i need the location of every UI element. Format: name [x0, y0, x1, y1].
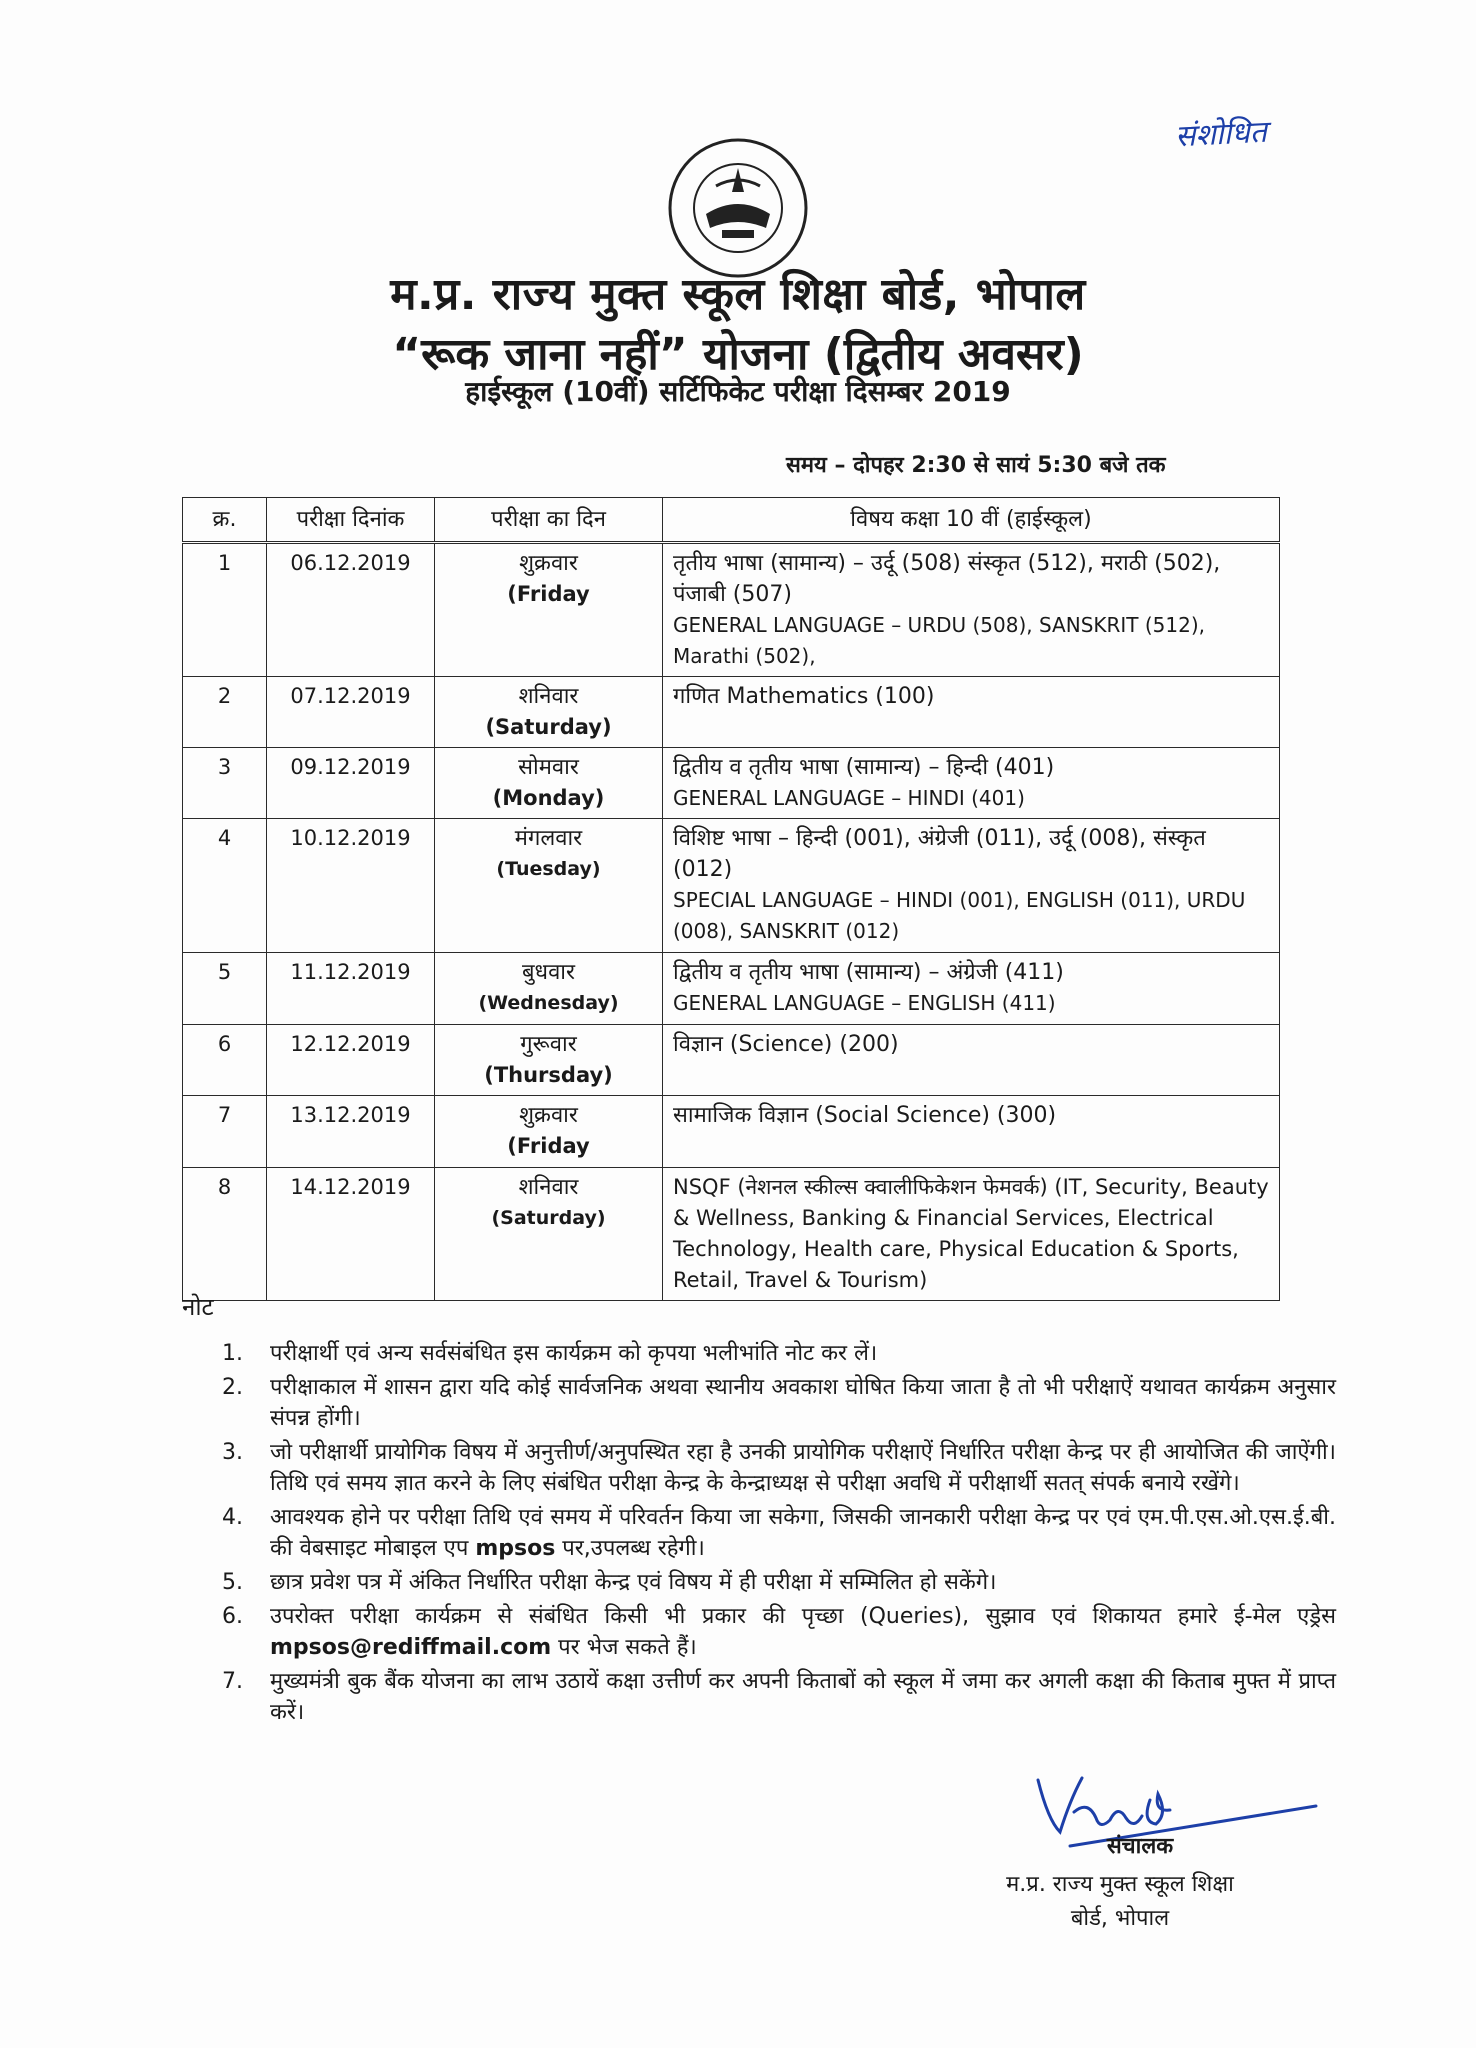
- day-cell: [435, 953, 663, 1025]
- col-header-serial: क्र.: [183, 498, 267, 543]
- email-address: mpsos@rediffmail.com: [270, 1635, 552, 1660]
- mobile-app-name: mpsos: [475, 1536, 556, 1561]
- serial-cell: 3: [183, 748, 267, 819]
- day-english: (Saturday): [485, 715, 612, 739]
- day-english: (Friday: [507, 1134, 590, 1158]
- subject-cell: [663, 819, 1280, 953]
- serial-cell: 1: [183, 543, 267, 677]
- day-hindi: बुधवार: [521, 960, 576, 985]
- date-cell: 09.12.2019: [267, 748, 435, 819]
- table-header-row: [183, 498, 1280, 543]
- serial-cell: 6: [183, 1025, 267, 1096]
- date-cell: 06.12.2019: [267, 543, 435, 677]
- day-english: (Friday: [507, 582, 590, 606]
- board-seal-emblem: [666, 136, 810, 280]
- date-cell: 11.12.2019: [267, 953, 435, 1025]
- exam-title-heading: हाईस्कूल (10वीं) सर्टिफिकेट परीक्षा दिसम्बर 2019: [465, 375, 1011, 408]
- note-text: उपरोक्त परीक्षा कार्यक्रम से संबंधित किसी भी प्रकार की पृच्छा (Queries), सुझाव एवं शिकायत हमारे ई-मेल एड्रेस: [270, 1604, 1336, 1629]
- note-text-end: पर,उपलब्ध रहेगी।: [555, 1536, 705, 1561]
- day-cell: [435, 819, 663, 953]
- note-text: जो परीक्षार्थी प्रायोगिक विषय में अनुत्तीर्ण/अनुपस्थित रहा है उनकी प्रायोगिक परीक्षाऐं निर्धारित परीक्षा केन्द्र पर ही आयोजित की जाऐंगी। तिथि एवं समय ज्ञात करने के लिए संबंधित परीक्षा केन्द्र के केन्द्राध्यक्ष से परीक्षा अवधि में परीक्षार्थी सतत् संपर्क बनाये रखेंगे।: [270, 1440, 1336, 1496]
- day-english: (Wednesday): [478, 992, 619, 1014]
- note-text: परीक्षाकाल में शासन द्वारा यदि कोई सार्वजनिक अथवा स्थानीय अवकाश घोषित किया जाता है तो भी परीक्षाऐं यथावत कार्यक्रम अनुसार संपन्न होंगी।: [270, 1375, 1336, 1431]
- day-hindi: शनिवार: [518, 684, 579, 709]
- list-item: [222, 1502, 1336, 1564]
- table-row: [183, 1168, 1280, 1301]
- day-english: (Monday): [492, 786, 605, 810]
- subject-hindi: द्वितीय व तृतीय भाषा (सामान्य) – हिन्दी (401): [673, 755, 1055, 780]
- subject-cell: [663, 677, 1280, 748]
- day-english: (Tuesday): [496, 858, 601, 880]
- subject-cell: [663, 1096, 1280, 1168]
- col-header-subject: विषय कक्षा 10 वीं (हाईस्कूल): [663, 498, 1280, 543]
- table-row: [183, 1096, 1280, 1168]
- note-text-end: पर भेज सकते हैं।: [551, 1635, 697, 1660]
- serial-cell: 5: [183, 953, 267, 1025]
- note-text: आवश्यक होने पर परीक्षा तिथि एवं समय में परिवर्तन किया जा सकेगा, जिसकी जानकारी परीक्षा केन्द्र पर एवं एम.पी.एस.ओ.एस.ई.बी. की वेबसाइट मोबाइल एप: [270, 1505, 1336, 1561]
- date-cell: 10.12.2019: [267, 819, 435, 953]
- subject-cell: [663, 953, 1280, 1025]
- subject-english: SPECIAL LANGUAGE – HINDI (001), ENGLISH (011), URDU (008), SANSKRIT (012): [673, 888, 1246, 943]
- date-cell: 07.12.2019: [267, 677, 435, 748]
- list-item: [222, 1338, 1336, 1369]
- day-hindi: शुक्रवार: [519, 551, 578, 576]
- note-number: 6.: [222, 1604, 243, 1629]
- exam-schedule-table: [182, 497, 1280, 1301]
- subject-hindi: तृतीय भाषा (सामान्य) – उर्दू (508) संस्कृत (512), मराठी (502), पंजाबी (507): [673, 551, 1221, 607]
- list-item: [222, 1601, 1336, 1663]
- note-text: परीक्षार्थी एवं अन्य सर्वसंबंधित इस कार्यक्रम को कृपया भलीभांति नोट कर लें।: [270, 1341, 878, 1366]
- signatory-office-line2: बोर्ड, भोपाल: [1070, 1906, 1170, 1931]
- serial-cell: 2: [183, 677, 267, 748]
- notes-list: [222, 1338, 1336, 1731]
- subject-hindi: गणित Mathematics (100): [673, 684, 935, 709]
- note-number: 7.: [222, 1669, 243, 1694]
- day-cell: [435, 677, 663, 748]
- day-hindi: सोमवार: [518, 755, 579, 780]
- list-item: [222, 1567, 1336, 1598]
- subject-hindi: सामाजिक विज्ञान (Social Science) (300): [673, 1103, 1057, 1128]
- table-row: [183, 1025, 1280, 1096]
- day-cell: [435, 1025, 663, 1096]
- day-hindi: शुक्रवार: [519, 1103, 578, 1128]
- day-cell: [435, 1096, 663, 1168]
- subject-hindi: विशिष्ट भाषा – हिन्दी (001), अंग्रेजी (011), उर्दू (008), संस्कृत (012): [673, 826, 1206, 882]
- director-signature: [1030, 1760, 1320, 1880]
- note-text: मुख्यमंत्री बुक बैंक योजना का लाभ उठायें कक्षा उत्तीर्ण कर अपनी किताबों को स्कूल में जमा कर अगली कक्षा की किताब मुफ्त में प्राप्त करें।: [270, 1669, 1336, 1725]
- subject-english: GENERAL LANGUAGE – HINDI (401): [673, 786, 1025, 810]
- signatory-office-line1: म.प्र. राज्य मुक्त स्कूल शिक्षा: [1006, 1872, 1234, 1897]
- subject-cell: [663, 748, 1280, 819]
- date-cell: 14.12.2019: [267, 1168, 435, 1301]
- date-cell: 13.12.2019: [267, 1096, 435, 1168]
- list-item: [222, 1437, 1336, 1499]
- day-hindi: मंगलवार: [514, 826, 583, 851]
- scheme-name-heading: “रूक जाना नहीं” योजना (द्वितीय अवसर): [392, 329, 1084, 380]
- table-row: [183, 543, 1280, 677]
- note-number: 1.: [222, 1341, 243, 1366]
- board-name-heading: म.प्र. राज्य मुक्त स्कूल शिक्षा बोर्ड, भोपाल: [390, 269, 1086, 320]
- table-row: [183, 819, 1280, 953]
- notes-heading: नोट: [182, 1293, 214, 1321]
- day-english: (Saturday): [491, 1207, 606, 1229]
- col-header-date: परीक्षा दिनांक: [267, 498, 435, 543]
- subject-hindi: विज्ञान (Science) (200): [673, 1032, 899, 1057]
- day-cell: [435, 543, 663, 677]
- day-cell: [435, 1168, 663, 1301]
- list-item: [222, 1666, 1336, 1728]
- exam-timing: समय – दोपहर 2:30 से सायं 5:30 बजे तक: [786, 453, 1166, 478]
- day-hindi: गुरूवार: [520, 1032, 577, 1057]
- serial-cell: 7: [183, 1096, 267, 1168]
- table-row: [183, 677, 1280, 748]
- signatory-designation: संचालक: [1106, 1834, 1174, 1859]
- subject-cell: [663, 1168, 1280, 1301]
- list-item: [222, 1372, 1336, 1434]
- table-row: [183, 953, 1280, 1025]
- subject-nsqf: NSQF (नेशनल स्कील्स क्वालीफिकेशन फेमवर्क) (IT, Security, Beauty & Wellness, Banking & Financial Services, Electrical Technology, Health care, Physical Education & Sports, Retail, Travel & Tourism): [673, 1175, 1269, 1292]
- note-number: 2.: [222, 1375, 243, 1400]
- day-english: (Thursday): [484, 1063, 613, 1087]
- subject-cell: [663, 1025, 1280, 1096]
- subject-english: GENERAL LANGUAGE – ENGLISH (411): [673, 991, 1056, 1015]
- note-number: 4.: [222, 1505, 243, 1530]
- table-row: [183, 748, 1280, 819]
- revised-handwritten-stamp: संशोधित: [1174, 114, 1268, 155]
- day-hindi: शनिवार: [518, 1175, 579, 1200]
- serial-cell: 8: [183, 1168, 267, 1301]
- note-text: छात्र प्रवेश पत्र में अंकित निर्धारित परीक्षा केन्द्र एवं विषय में ही परीक्षा में सम्मिलित हो सकेंगे।: [270, 1570, 997, 1595]
- note-number: 5.: [222, 1570, 243, 1595]
- subject-english: GENERAL LANGUAGE – URDU (508), SANSKRIT (512), Marathi (502),: [673, 613, 1206, 668]
- note-number: 3.: [222, 1440, 243, 1465]
- col-header-day: परीक्षा का दिन: [435, 498, 663, 543]
- subject-cell: [663, 543, 1280, 677]
- subject-hindi: द्वितीय व तृतीय भाषा (सामान्य) – अंग्रेजी (411): [673, 960, 1064, 985]
- day-cell: [435, 748, 663, 819]
- date-cell: 12.12.2019: [267, 1025, 435, 1096]
- serial-cell: 4: [183, 819, 267, 953]
